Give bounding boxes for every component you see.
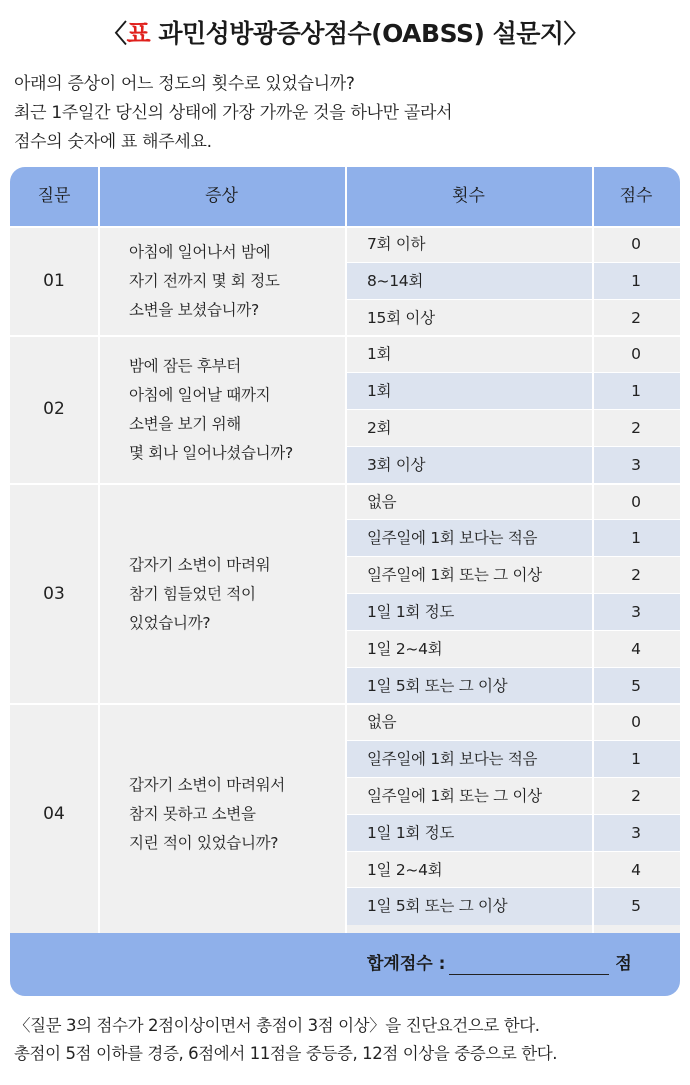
frequency-option[interactable]: 1일 5회 또는 그 이상 bbox=[367, 676, 508, 695]
score-value[interactable]: 3 bbox=[631, 603, 641, 621]
question-symptom bbox=[129, 551, 339, 638]
score-value[interactable]: 4 bbox=[631, 860, 641, 879]
score-value[interactable]: 2 bbox=[631, 787, 641, 805]
frequency-option[interactable]: 1일 5회 또는 그 이상 bbox=[367, 897, 508, 916]
frequency-option[interactable]: 없음 bbox=[367, 492, 397, 511]
frequency-option[interactable]: 1일 2~4회 bbox=[367, 860, 443, 879]
question-symptom bbox=[129, 238, 339, 325]
intro-text bbox=[14, 70, 674, 157]
option-divider bbox=[347, 667, 680, 668]
score-value[interactable]: 2 bbox=[631, 308, 641, 327]
option-divider bbox=[347, 887, 680, 888]
symptom-line: 밤에 잠든 후부터 bbox=[129, 357, 241, 375]
intro-line: 점수의 숫자에 표 해주세요. bbox=[14, 132, 212, 152]
header-divider bbox=[10, 226, 680, 228]
title-marker: 표 bbox=[126, 19, 151, 48]
intro-line: 최근 1주일간 당신의 상태에 가장 가까운 것을 하나만 골라서 bbox=[14, 103, 453, 123]
option-divider bbox=[347, 556, 680, 557]
question-number: 03 bbox=[43, 583, 65, 604]
symptom-line: 자기 전까지 몇 회 정도 bbox=[129, 271, 280, 290]
question-number: 04 bbox=[43, 804, 65, 825]
total-score-blank[interactable] bbox=[449, 954, 609, 975]
note-line: 총점이 5점 이하를 경증, 6점에서 11점을 중등증, 12점 이상을 중증으로 한다. bbox=[14, 1044, 558, 1063]
title-close-bracket: 〉 bbox=[563, 19, 589, 48]
option-divider bbox=[347, 372, 680, 373]
score-value[interactable]: 1 bbox=[631, 271, 641, 290]
intro-line: 아래의 증상이 어느 정도의 횟수로 있었습니까? bbox=[14, 74, 355, 94]
note-line: 〈질문 3의 점수가 2점이상이면서 총점이 3점 이상〉을 진단요건으로 한다. bbox=[14, 1016, 540, 1035]
score-value[interactable]: 5 bbox=[631, 897, 641, 916]
symptom-line: 아침에 일어나서 밤에 bbox=[129, 242, 271, 261]
symptom-line: 소변을 보셨습니까? bbox=[129, 300, 259, 319]
total-unit: 점 bbox=[615, 954, 632, 974]
option-divider bbox=[347, 740, 680, 741]
symptom-line: 참기 힘들었던 적이 bbox=[129, 584, 256, 603]
frequency-option[interactable]: 7회 이하 bbox=[367, 235, 426, 253]
frequency-option[interactable]: 일주일에 1회 보다는 적음 bbox=[367, 529, 538, 548]
symptom-line: 갑자기 소변이 마려워 bbox=[129, 555, 271, 574]
frequency-option[interactable]: 1일 1회 정도 bbox=[367, 603, 455, 621]
symptom-line: 참지 못하고 소변을 bbox=[129, 805, 256, 824]
frequency-option[interactable]: 1회 bbox=[367, 382, 392, 401]
header-frequency: 횟수 bbox=[452, 186, 485, 206]
score-value[interactable]: 3 bbox=[631, 823, 641, 842]
frequency-option[interactable]: 없음 bbox=[367, 713, 397, 732]
symptom-line: 아침에 일어날 때까지 bbox=[129, 386, 271, 404]
score-value[interactable]: 2 bbox=[631, 419, 641, 437]
score-value[interactable]: 5 bbox=[631, 676, 641, 695]
header-score: 점수 bbox=[619, 186, 653, 206]
question-symptom bbox=[129, 352, 339, 468]
frequency-option[interactable]: 1회 bbox=[367, 345, 392, 364]
frequency-option[interactable]: 일주일에 1회 또는 그 이상 bbox=[367, 787, 542, 805]
score-value[interactable]: 3 bbox=[631, 455, 641, 474]
symptom-line: 지린 적이 있었습니까? bbox=[129, 834, 279, 853]
total-label: 합계점수 : bbox=[367, 954, 446, 974]
option-divider bbox=[347, 409, 680, 410]
question-number: 01 bbox=[43, 271, 65, 291]
title-open-bracket: 〈 bbox=[101, 19, 127, 48]
score-value[interactable]: 1 bbox=[631, 529, 641, 548]
frequency-option[interactable]: 3회 이상 bbox=[367, 455, 426, 474]
option-divider bbox=[347, 777, 680, 778]
symptom-line: 갑자기 소변이 마려워서 bbox=[129, 776, 285, 795]
option-divider bbox=[347, 446, 680, 447]
header-symptom: 증상 bbox=[205, 186, 238, 206]
score-value[interactable]: 1 bbox=[631, 750, 641, 769]
score-value[interactable]: 0 bbox=[631, 345, 641, 364]
option-divider bbox=[347, 299, 680, 300]
column-divider bbox=[592, 167, 594, 933]
frequency-option[interactable]: 일주일에 1회 또는 그 이상 bbox=[367, 566, 542, 585]
column-divider bbox=[345, 167, 347, 933]
option-divider bbox=[347, 519, 680, 520]
option-divider bbox=[347, 593, 680, 594]
header-question: 질문 bbox=[37, 186, 71, 206]
symptom-line: 몇 회나 일어나셨습니까? bbox=[129, 444, 293, 462]
option-divider bbox=[347, 851, 680, 852]
frequency-option[interactable]: 15회 이상 bbox=[367, 308, 435, 327]
score-value[interactable]: 1 bbox=[631, 382, 641, 401]
question-symptom bbox=[129, 771, 339, 858]
option-divider bbox=[347, 814, 680, 815]
score-value[interactable]: 0 bbox=[631, 492, 641, 511]
page-title bbox=[0, 14, 690, 50]
score-value[interactable]: 4 bbox=[631, 639, 641, 658]
frequency-option[interactable]: 1일 2~4회 bbox=[367, 639, 443, 658]
frequency-option[interactable]: 1일 1회 정도 bbox=[367, 823, 455, 842]
total-score bbox=[367, 933, 632, 996]
symptom-line: 소변을 보기 위해 bbox=[129, 415, 241, 433]
frequency-option[interactable]: 8~14회 bbox=[367, 271, 424, 290]
option-divider bbox=[347, 262, 680, 263]
diagnostic-notes bbox=[14, 1012, 684, 1068]
score-value[interactable]: 0 bbox=[631, 235, 641, 253]
frequency-option[interactable]: 2회 bbox=[367, 419, 392, 437]
title-text: 과민성방광증상점수(OABSS) 설문지 bbox=[150, 19, 564, 48]
frequency-option[interactable]: 일주일에 1회 보다는 적음 bbox=[367, 750, 538, 769]
score-value[interactable]: 0 bbox=[631, 713, 641, 732]
symptom-line: 있었습니까? bbox=[129, 613, 211, 632]
question-number: 02 bbox=[43, 399, 65, 420]
oabss-table bbox=[10, 167, 680, 996]
column-divider bbox=[98, 167, 100, 933]
option-divider bbox=[347, 630, 680, 631]
score-value[interactable]: 2 bbox=[631, 566, 641, 585]
